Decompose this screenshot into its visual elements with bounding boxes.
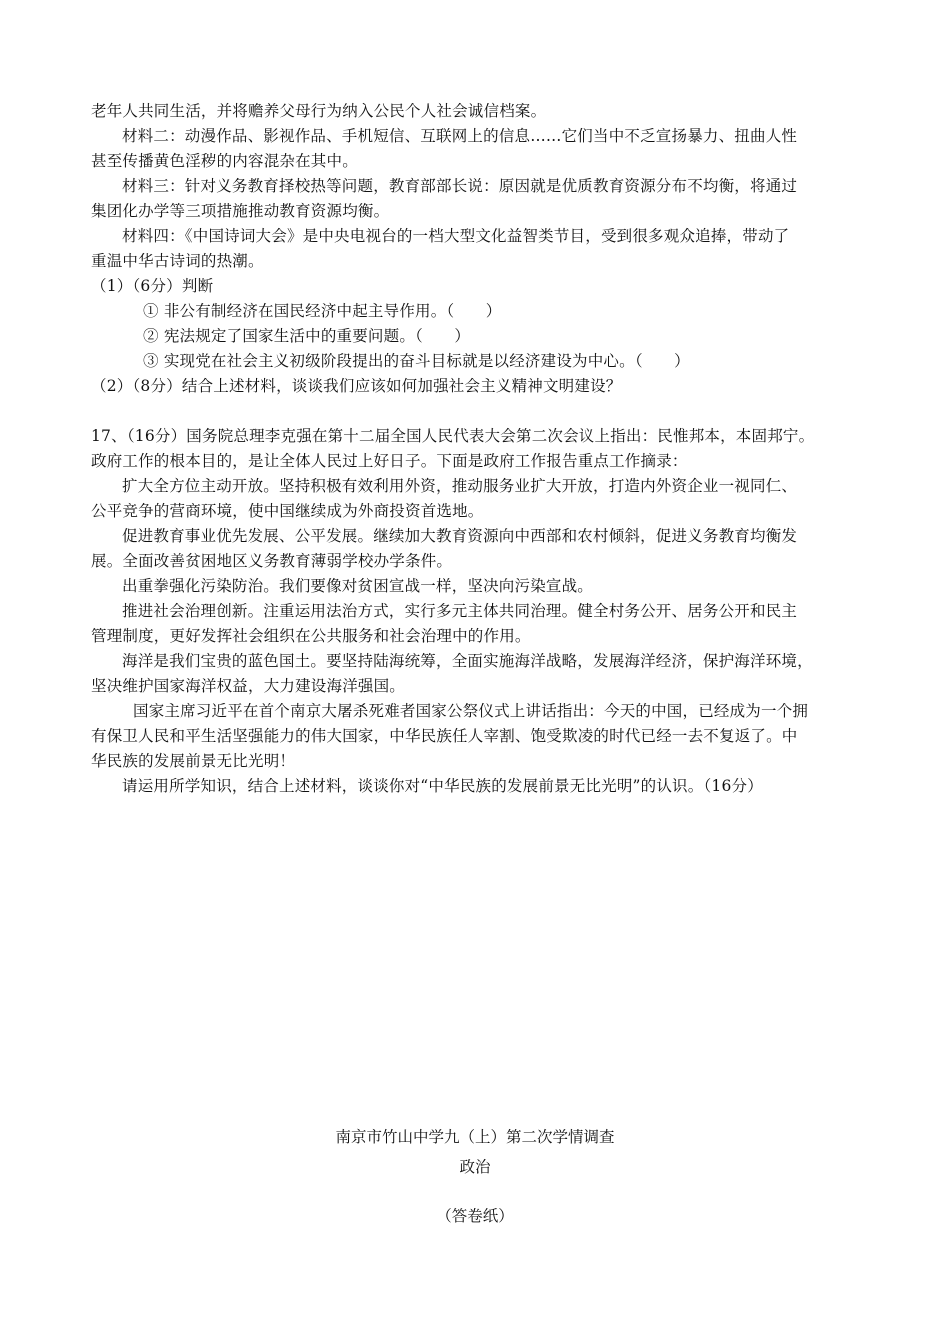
q17-para1-line1: 扩大全方位主动开放。坚持积极有效利用外资，推动服务业扩大开放，打造内外资企业一视同仁、 bbox=[122, 477, 798, 495]
q17-question: 请运用所学知识，结合上述材料，谈谈你对“中华民族的发展前景无比光明”的认识。（16分） bbox=[122, 777, 763, 795]
material4-line2: 重温中华古诗词的热潮。 bbox=[91, 252, 264, 270]
q17-para6-line1: 国家主席习近平在首个南京大屠杀死难者国家公祭仪式上讲话指出：今天的中国，已经成为一个拥 bbox=[133, 702, 809, 720]
q17-para5-line2: 坚决维护国家海洋权益，大力建设海洋强国。 bbox=[91, 677, 406, 695]
q16-judge-item-1: ① 非公有制经济在国民经济中起主导作用。（ ） bbox=[143, 302, 502, 320]
q17-para6-line3: 华民族的发展前景无比光明！ bbox=[91, 752, 296, 770]
q17-para2-line2: 展。全面改善贫困地区义务教育薄弱学校办学条件。 bbox=[91, 552, 453, 570]
q17-para6-line2: 有保卫人民和平生活坚强能力的伟大国家，中华民族任人宰割、饱受欺凌的时代已经一去不复返了。中 bbox=[91, 727, 798, 745]
q17-intro-line2: 政府工作的根本目的，是让全体人民过上好日子。下面是政府工作报告重点工作摘录： bbox=[91, 452, 688, 470]
q16-judge-item-2: ② 宪法规定了国家生活中的重要问题。（ ） bbox=[143, 327, 471, 345]
q16-part2-question: （2）（8分）结合上述材料，谈谈我们应该如何加强社会主义精神文明建设？ bbox=[91, 377, 622, 395]
q17-para4-line2: 管理制度，更好发挥社会组织在公共服务和社会治理中的作用。 bbox=[91, 627, 531, 645]
answer-sheet-label: （答卷纸） bbox=[436, 1207, 514, 1225]
q17-para3-line1: 出重拳强化污染防治。我们要像对贫困宣战一样，坚决向污染宣战。 bbox=[122, 577, 594, 595]
material2-line1: 材料二：动漫作品、影视作品、手机短信、互联网上的信息……它们当中不乏宣扬暴力、扭曲人性 bbox=[122, 127, 798, 145]
q16-part1-heading: （1）（6分）判断 bbox=[91, 277, 214, 295]
answer-sheet-school-title: 南京市竹山中学九（上）第二次学情调查 bbox=[335, 1128, 615, 1146]
q16-judge-item-3: ③ 实现党在社会主义初级阶段提出的奋斗目标就是以经济建设为中心。（ ） bbox=[143, 352, 690, 370]
q17-intro-line1: 17、（16分）国务院总理李克强在第十二届全国人民代表大会第二次会议上指出：民惟邦本，本固邦宁。 bbox=[91, 427, 815, 445]
material3-line2: 集团化办学等三项措施推动教育资源均衡。 bbox=[91, 202, 390, 220]
q17-para2-line1: 促进教育事业优先发展、公平发展。继续加大教育资源向中西部和农村倾斜，促进义务教育均衡发 bbox=[122, 527, 798, 545]
material2-line2: 甚至传播黄色淫秽的内容混杂在其中。 bbox=[91, 152, 358, 170]
material-intro-tail: 老年人共同生活，并将赡养父母行为纳入公民个人社会诚信档案。 bbox=[91, 102, 547, 120]
material4-line1: 材料四：《中国诗词大会》是中央电视台的一档大型文化益智类节目，受到很多观众追捧，带动了 bbox=[122, 227, 790, 245]
q17-para5-line1: 海洋是我们宝贵的蓝色国土。要坚持陆海统筹，全面实施海洋战略，发展海洋经济，保护海洋环境， bbox=[122, 652, 813, 670]
q17-para4-line1: 推进社会治理创新。注重运用法治方式，实行多元主体共同治理。健全村务公开、居务公开和民主 bbox=[122, 602, 798, 620]
material3-line1: 材料三：针对义务教育择校热等问题，教育部部长说：原因就是优质教育资源分布不均衡，将通过 bbox=[122, 177, 798, 195]
q17-para1-line2: 公平竞争的营商环境，使中国继续成为外商投资首选地。 bbox=[91, 502, 484, 520]
answer-sheet-subject: 政治 bbox=[459, 1158, 491, 1176]
